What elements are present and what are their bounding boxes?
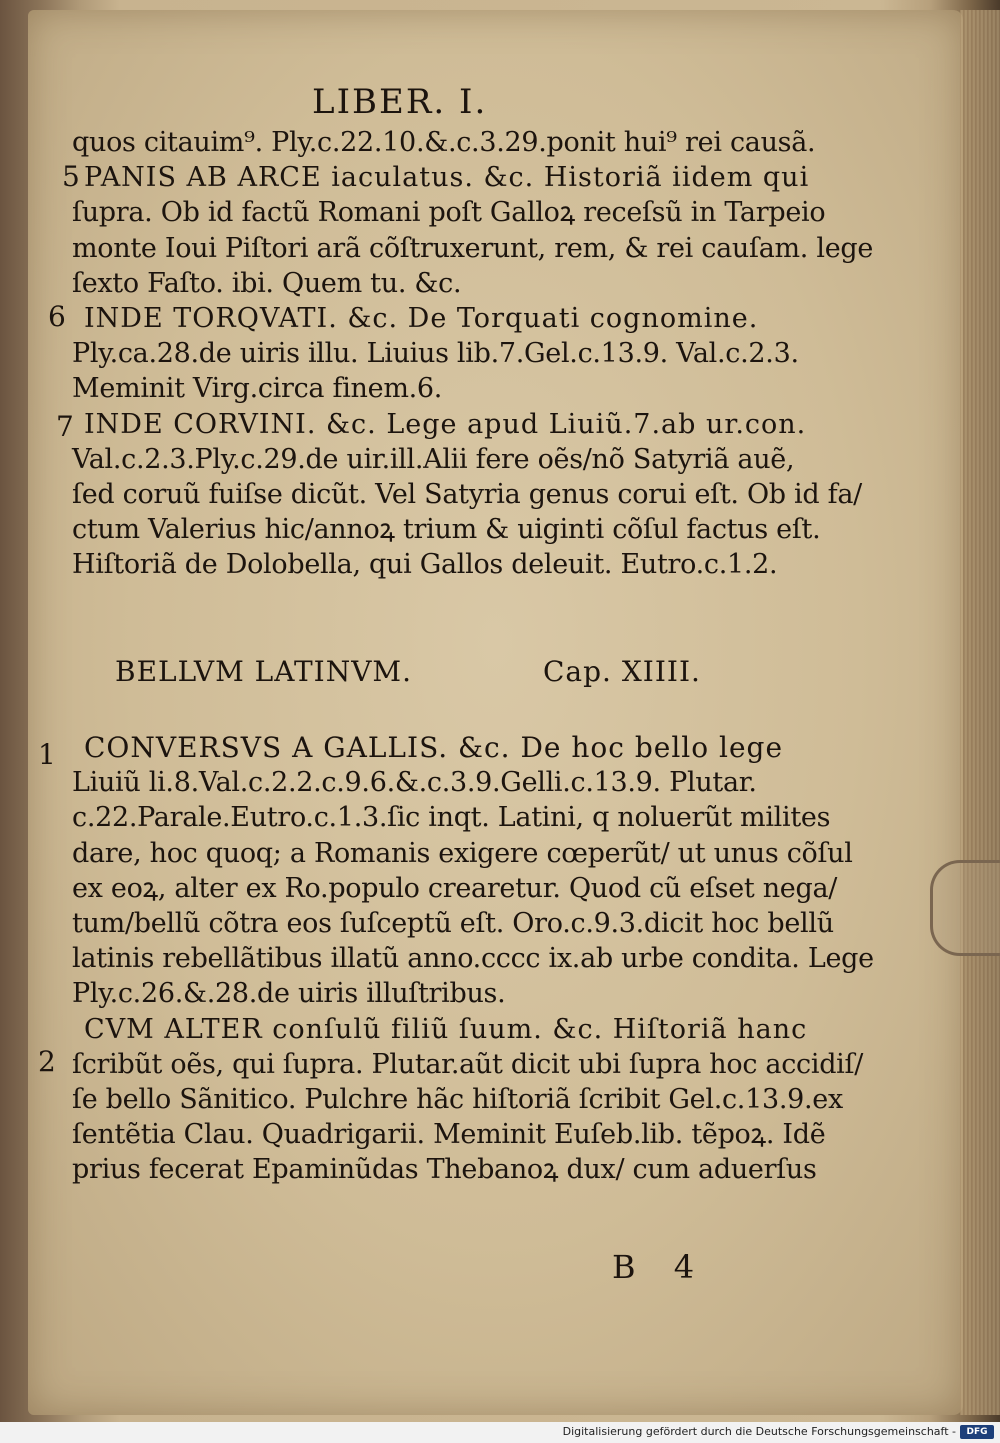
text-line: CVM ALTER conſulũ filiũ ſuum. &c. Hiſtoriã hanc bbox=[84, 1013, 808, 1045]
chapter-number: Cap. XIIII. bbox=[543, 655, 701, 688]
margin-number-6: 6 bbox=[48, 300, 66, 333]
margin-number-2: 2 bbox=[38, 1045, 56, 1078]
dfg-logo[interactable]: DFG bbox=[960, 1425, 994, 1439]
text-line: c.22.Parale.Eutro.c.1.3.ſic inqt. Latini, q noluerũt milites bbox=[72, 802, 831, 834]
text-line: prius fecerat Epaminũdas Thebanoꝝ dux/ cum aduerſus bbox=[72, 1154, 817, 1186]
text-line: monte Ioui Piſtori arã cõſtruxerunt, rem, & rei cauſam. lege bbox=[72, 232, 874, 264]
text-line: ſed coruũ fuiſse dicũt. Vel Satyria genus corui eſt. Ob id fa/ bbox=[72, 478, 862, 510]
text-line: ctum Valerius hic/annoꝝ trium & uiginti cõſul factus eſt. bbox=[72, 514, 821, 546]
text-line: ſcribũt oẽs, qui ſupra. Plutar.aũt dicit ubi ſupra hoc accidiſ/ bbox=[72, 1048, 864, 1080]
text-line: Ply.ca.28.de uiris illu. Liuius lib.7.Gel.c.13.9. Val.c.2.3. bbox=[72, 338, 799, 370]
running-title: LIBER. I. bbox=[312, 82, 488, 122]
text-line: ſupra. Ob id factũ Romani poſt Galloꝝ receſsũ in Tarpeio bbox=[72, 197, 826, 229]
text-line: INDE CORVINI. &c. Lege apud Liuiũ.7.ab ur.con. bbox=[84, 408, 807, 440]
section-2-text bbox=[72, 730, 874, 1187]
margin-number-5: 5 bbox=[62, 160, 80, 193]
text-line: ſe bello Sãnitico. Pulchre hãc hiſtoriã ſcribit Gel.c.13.9.ex bbox=[72, 1083, 843, 1115]
chapter-title: BELLVM LATINVM. bbox=[115, 655, 412, 688]
text-line: dare, hoc quoq; a Romanis exigere cœperũt/ ut unus cõſul bbox=[72, 837, 853, 869]
text-line: INDE TORQVATI. &c. De Torquati cognomine. bbox=[84, 302, 759, 334]
text-line: ſentẽtia Clau. Quadrigarii. Meminit Euſeb.lib. tẽpoꝝ. Idẽ bbox=[72, 1119, 826, 1151]
text-line: ex eoꝝ, alter ex Ro.populo crearetur. Quod cũ eſset nega/ bbox=[72, 872, 838, 904]
footer-bar bbox=[0, 1422, 1000, 1443]
text-line: Meminit Virg.circa finem.6. bbox=[72, 373, 443, 405]
signature-mark: B 4 bbox=[612, 1248, 709, 1286]
text-line: Liuiũ li.8.Val.c.2.2.c.9.6.&.c.3.9.Gelli.c.13.9. Plutar. bbox=[72, 767, 757, 799]
footer-credit: Digitalisierung gefördert durch die Deutsche Forschungsgemeinschaft - bbox=[562, 1425, 956, 1438]
page-edge bbox=[960, 10, 1000, 1415]
text-line: tum/bellũ cõtra eos ſuſceptũ eſt. Oro.c.9.3.dicit hoc bellũ bbox=[72, 907, 834, 939]
text-line: quos citauim⁹. Ply.c.22.10.&.c.3.29.ponit hui⁹ rei causã. bbox=[72, 127, 816, 158]
text-line: Hiſtoriã de Dolobella, qui Gallos deleuit. Eutro.c.1.2. bbox=[72, 549, 778, 581]
text-line: Val.c.2.3.Ply.c.29.de uir.ill.Alii fere oẽs/nõ Satyriã auẽ, bbox=[72, 443, 795, 475]
text-line: CONVERSVS A GALLIS. &c. De hoc bello lege bbox=[84, 731, 784, 764]
text-line: ſexto Faſto. ibi. Quem tu. &c. bbox=[72, 267, 462, 299]
section-1-text bbox=[72, 125, 874, 582]
margin-number-1: 1 bbox=[38, 738, 56, 771]
page-clip bbox=[930, 860, 1000, 956]
text-line: PANIS AB ARCE iaculatus. &c. Historiã iidem qui bbox=[84, 162, 810, 194]
text-line: latinis rebellãtibus illatũ anno.cccc ix.ab urbe condita. Lege bbox=[72, 943, 874, 975]
text-line: Ply.c.26.&.28.de uiris illuſtribus. bbox=[72, 978, 506, 1010]
margin-number-7: 7 bbox=[56, 410, 74, 443]
